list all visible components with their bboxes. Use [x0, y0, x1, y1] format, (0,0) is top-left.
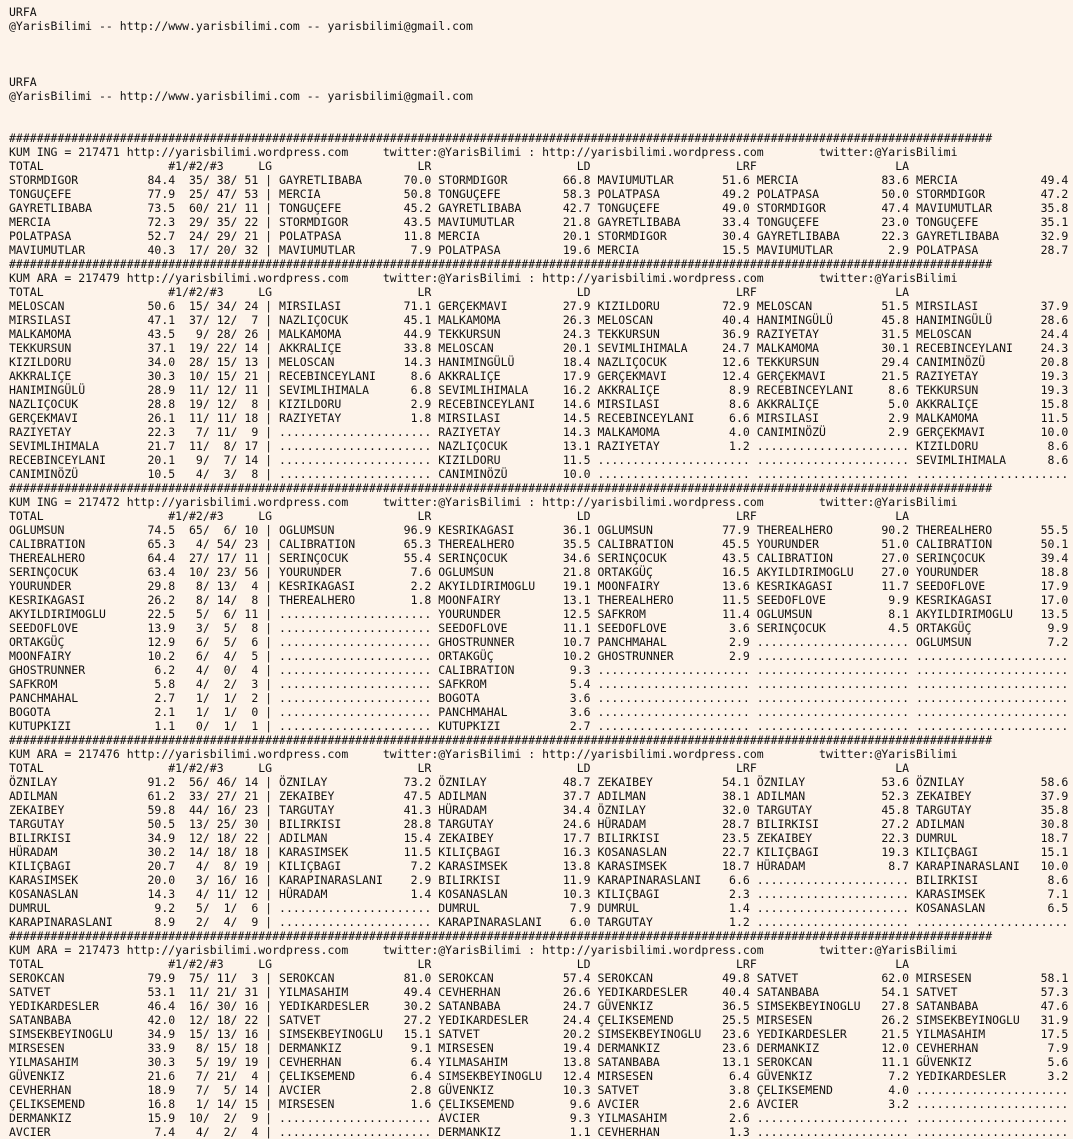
result-row: DUMRUL 9.2 5/ 1/ 6 | ...................... DUMRUL 7.9 DUMRUL 1.4 ...................... KOSANASLAN 6.5 — [9, 901, 1069, 915]
result-row: SIMSEKBEYINOGLU 34.9 15/ 13/ 16 | SIMSEKBEYINOGLU 15.1 SATVET 20.2 SIMSEKBEYINOGLU 23.6 YEDIKARDESLER 21.5 YILMASAHIM 17.5 — [9, 1027, 1069, 1041]
result-row: GERÇEKMAVI 26.1 11/ 11/ 18 | RAZIYETAY 1.8 MIRSILASI 14.5 RECEBINCEYLANI 6.6 MIRSILASI 2.9 MALKAMOMA 11.5 — [9, 411, 1069, 425]
result-row: CALIBRATION 65.3 4/ 54/ 23 | CALIBRATION 65.3 THEREALHERO 35.5 CALIBRATION 45.5 YOURUNDER 51.0 CALIBRATION 50.1 — [9, 537, 1069, 551]
block-separator: ############################################################################################################################################## — [9, 131, 993, 145]
header-line — [9, 33, 1073, 47]
result-row: GHOSTRUNNER 6.2 4/ 0/ 4 | ...................... CALIBRATION 9.3 ...................... ...................... ...................... — [9, 663, 1069, 677]
result-row: KILIÇBAGI 20.7 4/ 8/ 19 | KILIÇBAGI 7.2 KARASIMSEK 13.8 KARASIMSEK 18.7 HÜRADAM 8.7 KARAPINARASLANI 10.0 — [9, 859, 1069, 873]
race-title: KUM ARA = 217479 http://yarisbilimi.wordpress.com twitter:@YarisBilimi : http://yarisbilimi.wordpress.com twitter:@YarisBilimi — [9, 271, 958, 285]
result-row: NAZLIÇOCUK 28.8 19/ 12/ 8 | KIZILDORU 2.9 RECEBINCEYLANI 14.6 MIRSILASI 8.6 AKKRALIÇE 5.0 AKKRALIÇE 15.8 — [9, 397, 1069, 411]
result-row: CANIMINÖZÜ 10.5 4/ 3/ 8 | ...................... CANIMINÖZÜ 10.0 ...................... ...................... ...................... — [9, 467, 1069, 481]
result-row: MELOSCAN 50.6 15/ 34/ 24 | MIRSILASI 71.1 GERÇEKMAVI 27.9 KIZILDORU 72.9 MELOSCAN 51.5 MIRSILASI 37.9 — [9, 299, 1069, 313]
result-row: SATANBABA 42.0 12/ 18/ 22 | SATVET 27.2 YEDIKARDESLER 24.4 ÇELIKSEMEND 25.5 MIRSESEN 26.2 SIMSEKBEYINOGLU 31.9 — [9, 1013, 1069, 1027]
result-row: SEVIMLIHIMALA 21.7 11/ 8/ 17 | ...................... NAZLIÇOCUK 13.1 RAZIYETAY 1.2 ...................... KIZILDORU 8.6 — [9, 439, 1069, 453]
header-line — [9, 117, 1073, 131]
result-row: SAFKROM 5.8 4/ 2/ 3 | ...................... SAFKROM 5.4 ...................... ...................... ...................... — [9, 677, 1069, 691]
result-row: KESRIKAGASI 26.2 8/ 14/ 8 | THEREALHERO 1.8 MOONFAIRY 13.1 THEREALHERO 11.5 SEEDOFLOVE 9.9 KESRIKAGASI 17.0 — [9, 593, 1069, 607]
race-title: KUM ARA = 217476 http://yarisbilimi.wordpress.com twitter:@YarisBilimi : http://yarisbilimi.wordpress.com twitter:@YarisBilimi — [9, 747, 958, 761]
result-row: AKKRALIÇE 30.3 10/ 15/ 21 | RECEBINCEYLANI 8.6 AKKRALIÇE 17.9 GERÇEKMAVI 12.4 GERÇEKMAVI 21.5 RAZIYETAY 19.3 — [9, 369, 1069, 383]
result-row: CEVHERHAN 18.9 7/ 5/ 14 | AVCIER 2.8 GÜVENKIZ 10.3 SATVET 3.8 ÇELIKSEMEND 4.0 ...................... — [9, 1083, 1069, 1097]
result-row: YILMASAHIM 30.3 5/ 19/ 19 | CEVHERHAN 6.4 YILMASAHIM 13.8 SATANBABA 13.1 SEROKCAN 11.1 GÜVENKIZ 5.6 — [9, 1055, 1069, 1069]
result-row: KOSANASLAN 14.3 4/ 11/ 12 | HÜRADAM 1.4 KOSANASLAN 10.3 KILIÇBAGI 2.3 ...................... KARASIMSEK 7.1 — [9, 887, 1069, 901]
result-row: MERCIA 72.3 29/ 35/ 22 | STORMDIGOR 43.5 MAVIUMUTLAR 21.8 GAYRETLIBABA 33.4 TONGUÇEFE 23.0 TONGUÇEFE 35.1 — [9, 215, 1069, 229]
result-row: THEREALHERO 64.4 27/ 17/ 11 | SERINÇOCUK 55.4 SERINÇOCUK 34.6 SERINÇOCUK 43.5 CALIBRATION 27.0 SERINÇOCUK 39.4 — [9, 551, 1069, 565]
block-separator: ############################################################################################################################################## — [9, 929, 993, 943]
result-row: YOURUNDER 29.8 8/ 13/ 4 | KESRIKAGASI 2.2 AKYILDIRIMOGLU 19.1 MOONFAIRY 13.6 KESRIKAGASI 11.7 SEEDOFLOVE 17.9 — [9, 579, 1069, 593]
result-row: PANCHMAHAL 2.7 1/ 1/ 2 | ...................... BOGOTA 3.6 ...................... ...................... ...................... — [9, 691, 1069, 705]
result-row: AVCIER 7.4 4/ 2/ 4 | ...................... DERMANKIZ 1.1 CEVHERHAN 1.3 ...................... ...................... — [9, 1125, 1069, 1139]
result-row: TONGUÇEFE 77.9 25/ 47/ 53 | MERCIA 50.8 TONGUÇEFE 58.3 POLATPASA 49.2 POLATPASA 50.0 STORMDIGOR 47.2 — [9, 187, 1069, 201]
result-row: KARAPINARASLANI 8.9 2/ 4/ 9 | ...................... KARAPINARASLANI 6.0 TARGUTAY 1.2 ...................... ...................... — [9, 915, 1069, 929]
column-header: TOTAL #1/#2/#3 LG LR LD LRF LA — [9, 957, 910, 971]
header-title: URFA — [9, 75, 37, 89]
result-row: BOGOTA 2.1 1/ 1/ 0 | ...................... PANCHMAHAL 3.6 ...................... ...................... ...................... — [9, 705, 1069, 719]
header-line: @YarisBilimi -- http://www.yarisbilimi.com -- yarisbilimi@gmail.com — [9, 89, 473, 103]
result-row: MIRSESEN 33.9 8/ 15/ 18 | DERMANKIZ 9.1 MIRSESEN 19.4 DERMANKIZ 23.6 DERMANKIZ 12.0 CEVHERHAN 7.9 — [9, 1041, 1069, 1055]
column-header: TOTAL #1/#2/#3 LG LR LD LRF LA — [9, 285, 910, 299]
result-row: MIRSILASI 47.1 37/ 12/ 7 | NAZLIÇOCUK 45.1 MALKAMOMA 26.3 MELOSCAN 40.4 HANIMINGÜLÜ 45.8 HANIMINGÜLÜ 28.6 — [9, 313, 1069, 327]
result-row: MOONFAIRY 10.2 6/ 4/ 5 | ...................... ORTAKGÜÇ 10.2 GHOSTRUNNER 2.9 ...................... ...................... — [9, 649, 1069, 663]
block-separator: ############################################################################################################################################## — [9, 257, 993, 271]
race-title: KUM ING = 217472 http://yarisbilimi.wordpress.com twitter:@YarisBilimi : http://yarisbilimi.wordpress.com twitter:@YarisBilimi — [9, 495, 958, 509]
column-header: TOTAL #1/#2/#3 LG LR LD LRF LA — [9, 509, 910, 523]
result-row: TEKKURSUN 37.1 19/ 22/ 14 | AKKRALIÇE 33.8 MELOSCAN 20.1 SEVIMLIHIMALA 24.7 MALKAMOMA 30.1 RECEBINCEYLANI 24.3 — [9, 341, 1069, 355]
race-title: KUM ING = 217471 http://yarisbilimi.wordpress.com twitter:@YarisBilimi : http://yarisbilimi.wordpress.com twitter:@YarisBilimi — [9, 145, 958, 159]
result-row: HANIMINGÜLÜ 28.9 11/ 12/ 11 | SEVIMLIHIMALA 6.8 SEVIMLIHIMALA 16.2 AKKRALIÇE 8.9 RECEBINCEYLANI 8.6 TEKKURSUN 19.3 — [9, 383, 1069, 397]
result-row: RECEBINCEYLANI 20.1 9/ 7/ 14 | ...................... KIZILDORU 11.5 ...................... ...................... SEVIMLIHIMALA 8.6 — [9, 453, 1069, 467]
block-separator: ############################################################################################################################################## — [9, 481, 993, 495]
result-row: GAYRETLIBABA 73.5 60/ 21/ 11 | TONGUÇEFE 45.2 GAYRETLIBABA 42.7 TONGUÇEFE 49.0 STORMDIGOR 47.4 MAVIUMUTLAR 35.8 — [9, 201, 1069, 215]
result-row: ÖZNILAY 91.2 56/ 46/ 14 | ÖZNILAY 73.2 ÖZNILAY 48.7 ZEKAIBEY 54.1 ÖZNILAY 53.6 ÖZNILAY 58.6 — [9, 775, 1069, 789]
header-line — [9, 103, 1073, 117]
result-row: POLATPASA 52.7 24/ 29/ 21 | POLATPASA 11.8 MERCIA 20.1 STORMDIGOR 30.4 GAYRETLIBABA 22.3 GAYRETLIBABA 32.9 — [9, 229, 1069, 243]
header-title: URFA — [9, 5, 37, 19]
result-row: DERMANKIZ 15.9 10/ 2/ 9 | ...................... AVCIER 9.3 YILMASAHIM 2.6 ...................... ...................... — [9, 1111, 1069, 1125]
result-row: STORMDIGOR 84.4 35/ 38/ 51 | GAYRETLIBABA 70.0 STORMDIGOR 66.8 MAVIUMUTLAR 51.6 MERCIA 83.6 MERCIA 49.4 — [9, 173, 1069, 187]
result-row: ZEKAIBEY 59.8 44/ 16/ 23 | TARGUTAY 41.3 HÜRADAM 34.4 ÖZNILAY 32.0 TARGUTAY 45.8 TARGUTAY 35.8 — [9, 803, 1069, 817]
result-row: SERINÇOCUK 63.4 10/ 23/ 56 | YOURUNDER 7.6 OGLUMSUN 21.8 ORTAKGÜÇ 16.5 AKYILDIRIMOGLU 27.0 YOURUNDER 18.8 — [9, 565, 1069, 579]
result-row: AKYILDIRIMOGLU 22.5 5/ 6/ 11 | ...................... YOURUNDER 12.5 SAFKROM 11.4 OGLUMSUN 8.1 AKYILDIRIMOGLU 13.5 — [9, 607, 1069, 621]
result-row: RAZIYETAY 22.3 7/ 11/ 9 | ...................... RAZIYETAY 14.3 MALKAMOMA 4.0 CANIMINÖZÜ 2.9 GERÇEKMAVI 10.0 — [9, 425, 1069, 439]
result-row: MAVIUMUTLAR 40.3 17/ 20/ 32 | MAVIUMUTLAR 7.9 POLATPASA 19.6 MERCIA 15.5 MAVIUMUTLAR 2.9 POLATPASA 28.7 — [9, 243, 1069, 257]
header-line — [9, 47, 1073, 61]
result-row: GÜVENKIZ 21.6 7/ 21/ 4 | ÇELIKSEMEND 6.4 SIMSEKBEYINOGLU 12.4 MIRSESEN 6.4 GÜVENKIZ 7.2 YEDIKARDESLER 3.2 — [9, 1069, 1069, 1083]
result-row: MALKAMOMA 43.5 9/ 28/ 26 | MALKAMOMA 44.9 TEKKURSUN 24.3 TEKKURSUN 36.9 RAZIYETAY 31.5 MELOSCAN 24.4 — [9, 327, 1069, 341]
column-header: TOTAL #1/#2/#3 LG LR LD LRF LA — [9, 761, 910, 775]
block-separator: ############################################################################################################################################## — [9, 733, 993, 747]
result-row: ÇELIKSEMEND 16.8 1/ 14/ 15 | MIRSESEN 1.6 ÇELIKSEMEND 9.6 AVCIER 2.6 AVCIER 3.2 ...................... — [9, 1097, 1069, 1111]
result-row: SATVET 53.1 11/ 21/ 31 | YILMASAHIM 49.4 CEVHERHAN 26.6 YEDIKARDESLER 40.4 SATANBABA 54.1 SATVET 57.3 — [9, 985, 1069, 999]
result-row: TARGUTAY 50.5 13/ 25/ 30 | BILIRKISI 28.8 TARGUTAY 24.6 HÜRADAM 28.7 BILIRKISI 27.2 ADILMAN 30.8 — [9, 817, 1069, 831]
result-row: YEDIKARDESLER 46.4 16/ 30/ 16 | YEDIKARDESLER 30.2 SATANBABA 24.7 GÜVENKIZ 36.5 SIMSEKBEYINOGLU 27.8 SATANBABA 47.6 — [9, 999, 1069, 1013]
result-row: KIZILDORU 34.0 28/ 15/ 13 | MELOSCAN 14.3 HANIMINGÜLÜ 18.4 NAZLIÇOCUK 12.6 TEKKURSUN 29.4 CANIMINÖZÜ 20.8 — [9, 355, 1069, 369]
result-row: BILIRKISI 34.9 12/ 18/ 22 | ADILMAN 15.4 ZEKAIBEY 17.7 BILIRKISI 23.5 ZEKAIBEY 22.3 DUMRUL 18.7 — [9, 831, 1069, 845]
result-row: ORTAKGÜÇ 12.9 6/ 5/ 6 | ...................... GHOSTRUNNER 10.7 PANCHMAHAL 2.9 ...................... OGLUMSUN 7.2 — [9, 635, 1069, 649]
result-row: KARASIMSEK 20.0 3/ 16/ 16 | KARAPINARASLANI 2.9 BILIRKISI 11.9 KARAPINARASLANI 6.6 ...................... BILIRKISI 8.6 — [9, 873, 1069, 887]
result-row: HÜRADAM 30.2 14/ 18/ 18 | KARASIMSEK 11.5 KILIÇBAGI 16.3 KOSANASLAN 22.7 KILIÇBAGI 19.3 KILIÇBAGI 15.1 — [9, 845, 1069, 859]
header-line: @YarisBilimi -- http://www.yarisbilimi.com -- yarisbilimi@gmail.com — [9, 19, 473, 33]
result-row: KUTUPKIZI 1.1 0/ 1/ 1 | ...................... KUTUPKIZI 2.7 ...................... ...................... ...................... — [9, 719, 1069, 733]
result-row: OGLUMSUN 74.5 65/ 6/ 10 | OGLUMSUN 96.9 KESRIKAGASI 36.1 OGLUMSUN 77.9 THEREALHERO 90.2 THEREALHERO 55.5 — [9, 523, 1069, 537]
result-row: SEROKCAN 79.9 75/ 11/ 3 | SEROKCAN 81.0 SEROKCAN 57.4 SEROKCAN 49.8 SATVET 62.0 MIRSESEN 58.1 — [9, 971, 1069, 985]
header-line — [9, 61, 1073, 75]
column-header: TOTAL #1/#2/#3 LG LR LD LRF LA — [9, 159, 910, 173]
result-row: ADILMAN 61.2 33/ 27/ 21 | ZEKAIBEY 47.5 ADILMAN 37.7 ADILMAN 38.1 ADILMAN 52.3 ZEKAIBEY 37.9 — [9, 789, 1069, 803]
result-row: SEEDOFLOVE 13.9 3/ 5/ 8 | ...................... SEEDOFLOVE 11.1 SEEDOFLOVE 3.6 SERINÇOCUK 4.5 ORTAKGÜÇ 9.9 — [9, 621, 1069, 635]
race-title: KUM ARA = 217473 http://yarisbilimi.wordpress.com twitter:@YarisBilimi : http://yarisbilimi.wordpress.com twitter:@YarisBilimi — [9, 943, 958, 957]
